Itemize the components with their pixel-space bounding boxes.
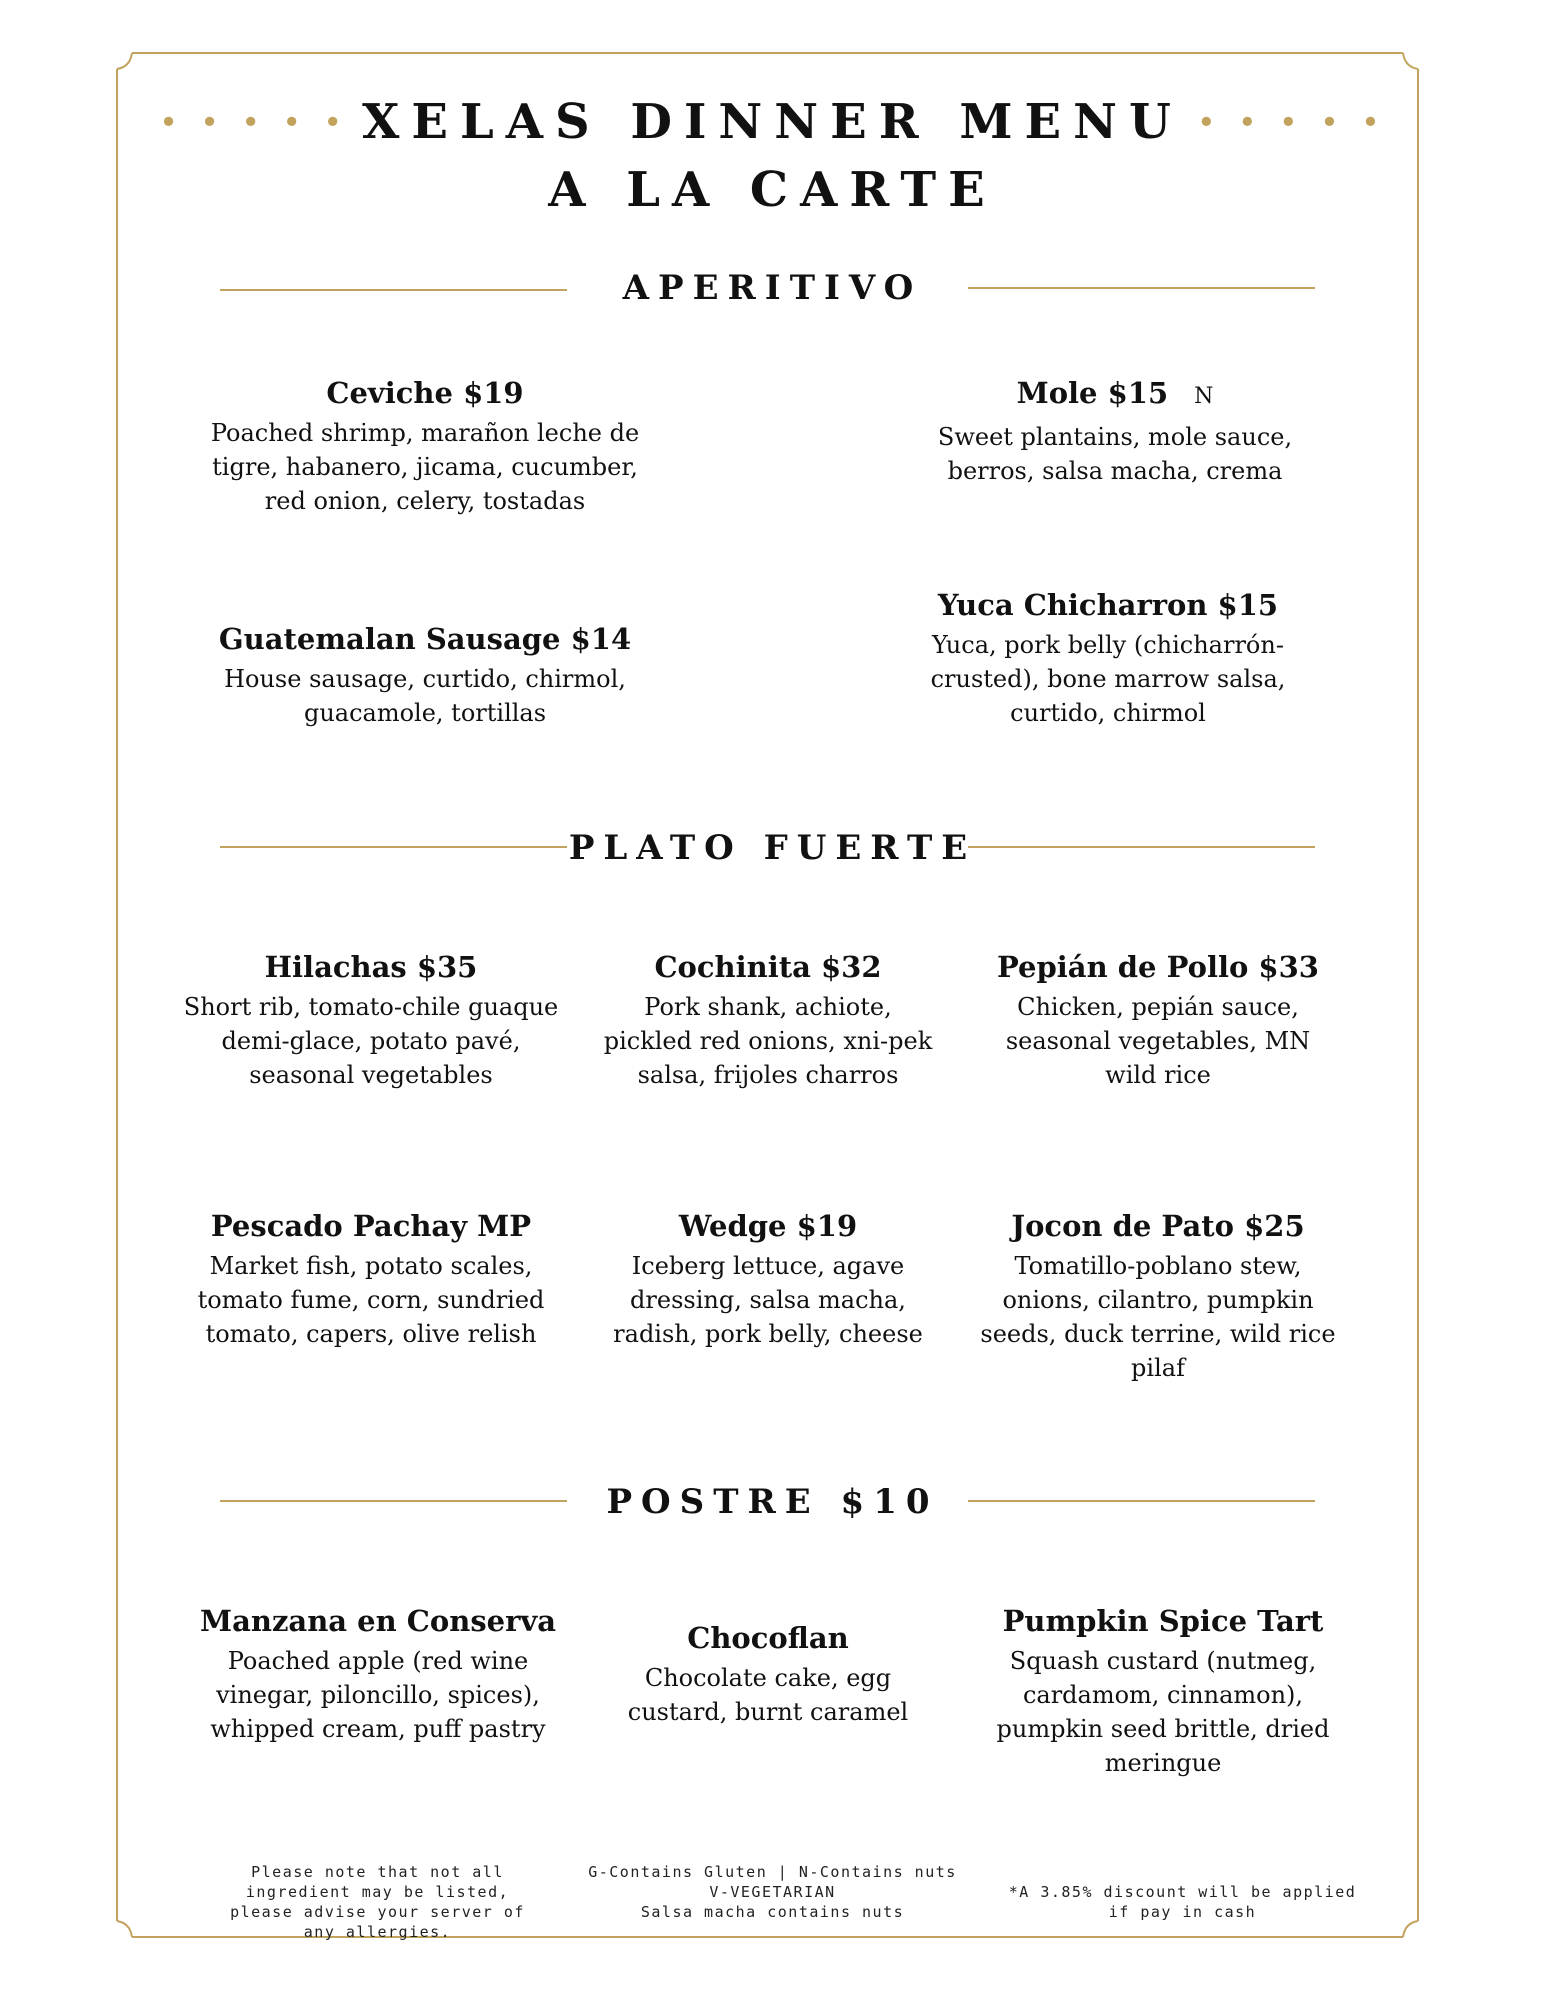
item-description: Yuca, pork belly (chicharrón-crusted), bone marrow salsa, curtido, chirmol bbox=[930, 631, 1286, 727]
item-name: Hilachas $35 bbox=[264, 950, 478, 984]
item-name-row bbox=[910, 374, 1320, 416]
menu-title-row bbox=[0, 94, 1545, 150]
menu-item bbox=[593, 1207, 943, 1351]
item-name: Manzana en Conserva bbox=[199, 1604, 557, 1638]
item-name: Pepián de Pollo $33 bbox=[997, 950, 1319, 984]
section-title: POSTRE $10 bbox=[606, 1482, 939, 1522]
ornament-right: • • • • • bbox=[1196, 103, 1386, 141]
item-description: Iceberg lettuce, agave dressing, salsa macha, radish, pork belly, cheese bbox=[613, 1252, 923, 1348]
legend-line: V-VEGETARIAN bbox=[709, 1883, 836, 1901]
cash-discount-note: *A 3.85% discount will be applied if pay in cash bbox=[1008, 1883, 1357, 1921]
item-description: Pork shank, achiote, pickled red onions, xni-pek salsa, frijoles charros bbox=[603, 993, 933, 1089]
allergy-note: Please note that not all ingredient may be listed, please advise your server of any allergies. bbox=[230, 1863, 525, 1941]
menu-item bbox=[910, 374, 1320, 488]
menu-item bbox=[978, 948, 1338, 1092]
legend-line: G-Contains Gluten | N-Contains nuts bbox=[588, 1863, 957, 1881]
item-description: Short rib, tomato-chile guaque demi-glace, potato pavé, seasonal vegetables bbox=[183, 993, 559, 1089]
item-description: Chicken, pepián sauce, seasonal vegetables, MN wild rice bbox=[1005, 993, 1311, 1089]
nuts-tag: N bbox=[1194, 384, 1214, 409]
item-description: Squash custard (nutmeg, cardamom, cinnamon), pumpkin seed brittle, dried meringue bbox=[996, 1647, 1330, 1777]
menu-item bbox=[205, 374, 645, 518]
menu-item bbox=[193, 1602, 563, 1746]
item-description: Poached apple (red wine vinegar, piloncillo, spices), whipped cream, puff pastry bbox=[210, 1647, 546, 1743]
menu-item bbox=[598, 948, 938, 1092]
menu-item bbox=[176, 948, 566, 1092]
menu-item bbox=[598, 1619, 938, 1729]
ornament-left: • • • • • bbox=[159, 103, 349, 141]
item-description: Chocolate cake, egg custard, burnt caramel bbox=[627, 1664, 909, 1726]
item-name: Guatemalan Sausage $14 bbox=[218, 622, 632, 656]
item-description: Market fish, potato scales, tomato fume, corn, sundried tomato, capers, olive relish bbox=[197, 1252, 545, 1348]
item-name: Ceviche $19 bbox=[326, 376, 524, 410]
menu-item bbox=[205, 620, 645, 730]
section-title: PLATO FUERTE bbox=[568, 828, 977, 868]
menu-item bbox=[973, 1602, 1353, 1780]
item-description: Tomatillo-poblano stew, onions, cilantro, pumpkin seeds, duck terrine, wild rice pilaf bbox=[980, 1252, 1336, 1382]
dietary-legend bbox=[585, 1862, 960, 1922]
menu-item bbox=[176, 1207, 566, 1351]
item-description: Sweet plantains, mole sauce, berros, salsa macha, crema bbox=[937, 423, 1293, 485]
item-name: Jocon de Pato $25 bbox=[1011, 1209, 1305, 1243]
menu-item bbox=[968, 1207, 1348, 1385]
item-name: Pescado Pachay MP bbox=[210, 1209, 532, 1243]
section-postre bbox=[0, 1482, 1545, 1522]
item-name: Chocoflan bbox=[687, 1621, 849, 1655]
item-name: Pumpkin Spice Tart bbox=[1002, 1604, 1324, 1638]
item-name: Mole $15 bbox=[1016, 376, 1169, 410]
menu-subtitle: A LA CARTE bbox=[548, 162, 997, 218]
section-aperitivo bbox=[0, 268, 1545, 308]
item-description: Poached shrimp, marañon leche de tigre, habanero, jicama, cucumber, red onion, celery, tostadas bbox=[210, 419, 640, 515]
menu-title: XELAS DINNER MENU bbox=[362, 94, 1183, 150]
item-name: Cochinita $32 bbox=[654, 950, 882, 984]
item-name: Wedge $19 bbox=[678, 1209, 858, 1243]
legend-line: Salsa macha contains nuts bbox=[640, 1903, 905, 1921]
menu-item bbox=[918, 586, 1298, 730]
section-plato-fuerte bbox=[0, 828, 1545, 868]
item-description: House sausage, curtido, chirmol, guacamole, tortillas bbox=[224, 665, 626, 727]
item-name: Yuca Chicharron $15 bbox=[937, 588, 1279, 622]
section-title: APERITIVO bbox=[622, 268, 923, 308]
